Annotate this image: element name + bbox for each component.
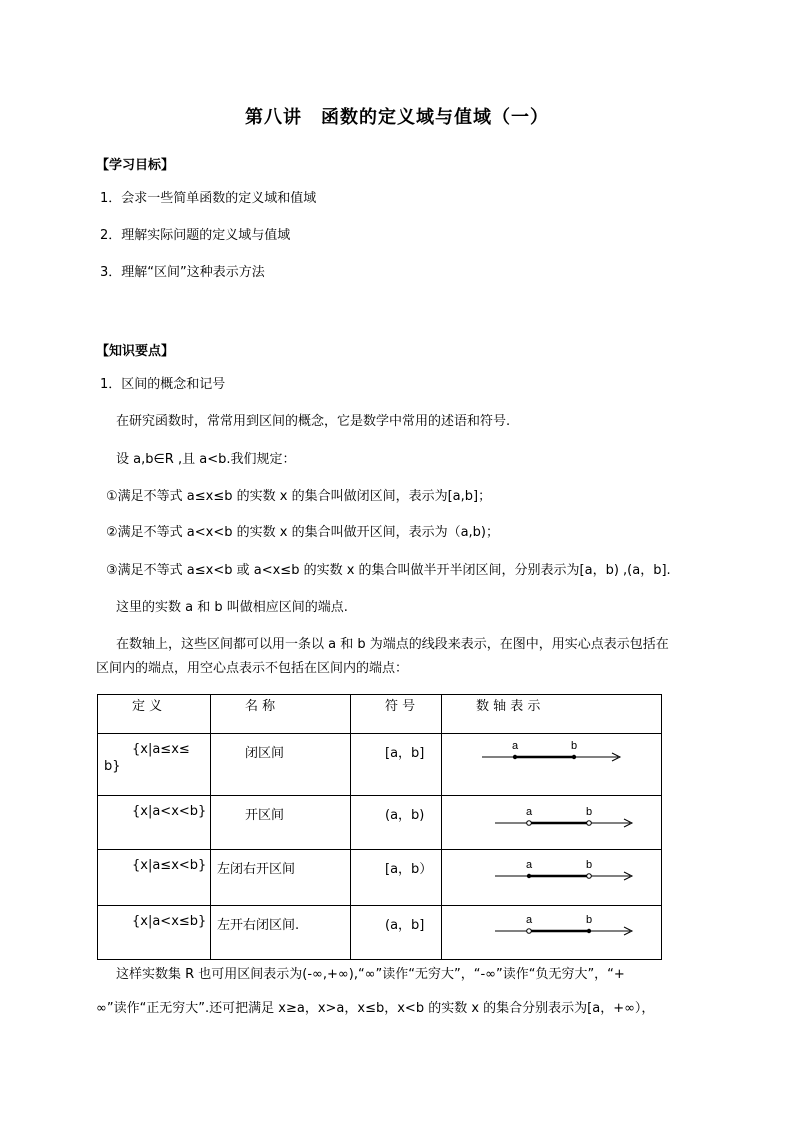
header-symbol: 符 号 (385, 699, 416, 714)
label-a: a (526, 806, 533, 818)
label-b: b (586, 806, 593, 818)
number-line-open (442, 796, 661, 848)
goal-item-3: 3．理解“区间”这种表示方法 (100, 265, 265, 280)
paragraph-assumption: 设 a,b∈R ,且 a<b.我们规定： (116, 452, 296, 467)
rule-closed-interval: ①满足不等式 a≤x≤b 的实数 x 的集合叫做闭区间，表示为[a,b]； (106, 489, 492, 504)
row-definition-cont: b} (104, 759, 121, 774)
row-name: 闭区间 (245, 746, 285, 761)
row-definition: {x|a<x≤b} (132, 914, 207, 929)
paragraph-endpoints: 这里的实数 a 和 b 叫做相应区间的端点. (116, 600, 348, 615)
header-number-line: 数 轴 表 示 (476, 699, 541, 714)
points-heading: 【知识要点】 (96, 344, 175, 359)
goal-item-2: 2．理解实际问题的定义域与值域 (100, 228, 291, 243)
page-title: 第八讲 函数的定义域与值域（一） (245, 107, 549, 128)
number-line-closed (442, 734, 661, 794)
table-row (98, 734, 662, 796)
goal-item-1: 1．会求一些简单函数的定义域和值域 (100, 191, 317, 206)
label-b: b (586, 859, 593, 871)
label-a: a (512, 740, 519, 752)
row-definition: {x|a≤x≤ (132, 742, 190, 757)
header-definition: 定 义 (132, 699, 163, 714)
row-symbol: (a，b] (385, 918, 425, 933)
table-row (98, 796, 662, 850)
paragraph-infinity-2: ∞”读作“正无穷大”.还可把满足 x≥a，x>a，x≤b，x<b 的实数 x 的集合分别表示为[a，+∞）， (96, 1001, 655, 1016)
table-row (98, 906, 662, 960)
number-line-right-closed (442, 906, 661, 958)
endpoint-a-solid (527, 874, 531, 878)
row-symbol: (a，b) (385, 808, 425, 823)
paragraph-infinity-1: 这样实数集 R 也可用区间表示为(-∞,+∞),“∞”读作“无穷大”，“-∞”读作“负无穷大”，“+ (116, 967, 625, 982)
row-symbol: [a，b） (385, 862, 433, 877)
header-name: 名 称 (245, 699, 276, 714)
label-b: b (586, 914, 593, 926)
endpoint-b-solid (572, 755, 576, 759)
row-name: 左闭右开区间 (217, 862, 296, 877)
paragraph-intro: 在研究函数时，常常用到区间的概念，它是数学中常用的述语和符号. (116, 414, 511, 429)
row-name: 开区间 (245, 808, 285, 823)
rule-half-open-interval: ③满足不等式 a≤x<b 或 a<x≤b 的实数 x 的集合叫做半开半闭区间，分别表示为[a，b) ,(a，b]. (106, 563, 671, 578)
section-interval-concept: 1．区间的概念和记号 (100, 377, 226, 392)
endpoint-a-solid (513, 755, 517, 759)
label-b: b (571, 740, 578, 752)
paragraph-number-line-1: 在数轴上，这些区间都可以用一条以 a 和 b 为端点的线段来表示，在图中，用实心点表示包括在 (116, 637, 669, 652)
row-symbol: [a，b] (385, 746, 425, 761)
label-a: a (526, 914, 533, 926)
row-name: 左开右闭区间. (217, 918, 300, 933)
rule-open-interval: ②满足不等式 a<x<b 的实数 x 的集合叫做开区间，表示为（a,b)； (106, 525, 499, 540)
endpoint-a-hollow (527, 929, 532, 934)
number-line-left-closed (442, 850, 661, 904)
endpoint-b-solid (587, 929, 591, 933)
table-row (98, 850, 662, 906)
label-a: a (526, 859, 533, 871)
goals-heading: 【学习目标】 (96, 158, 175, 173)
table-header-row (98, 695, 662, 734)
interval-table (97, 694, 662, 960)
endpoint-b-hollow (587, 874, 592, 879)
paragraph-number-line-2: 区间内的端点，用空心点表示不包括在区间内的端点： (96, 661, 409, 676)
endpoint-a-hollow (527, 821, 532, 826)
row-definition: {x|a<x<b} (132, 804, 207, 819)
row-definition: {x|a≤x<b} (132, 858, 207, 873)
endpoint-b-hollow (587, 821, 592, 826)
